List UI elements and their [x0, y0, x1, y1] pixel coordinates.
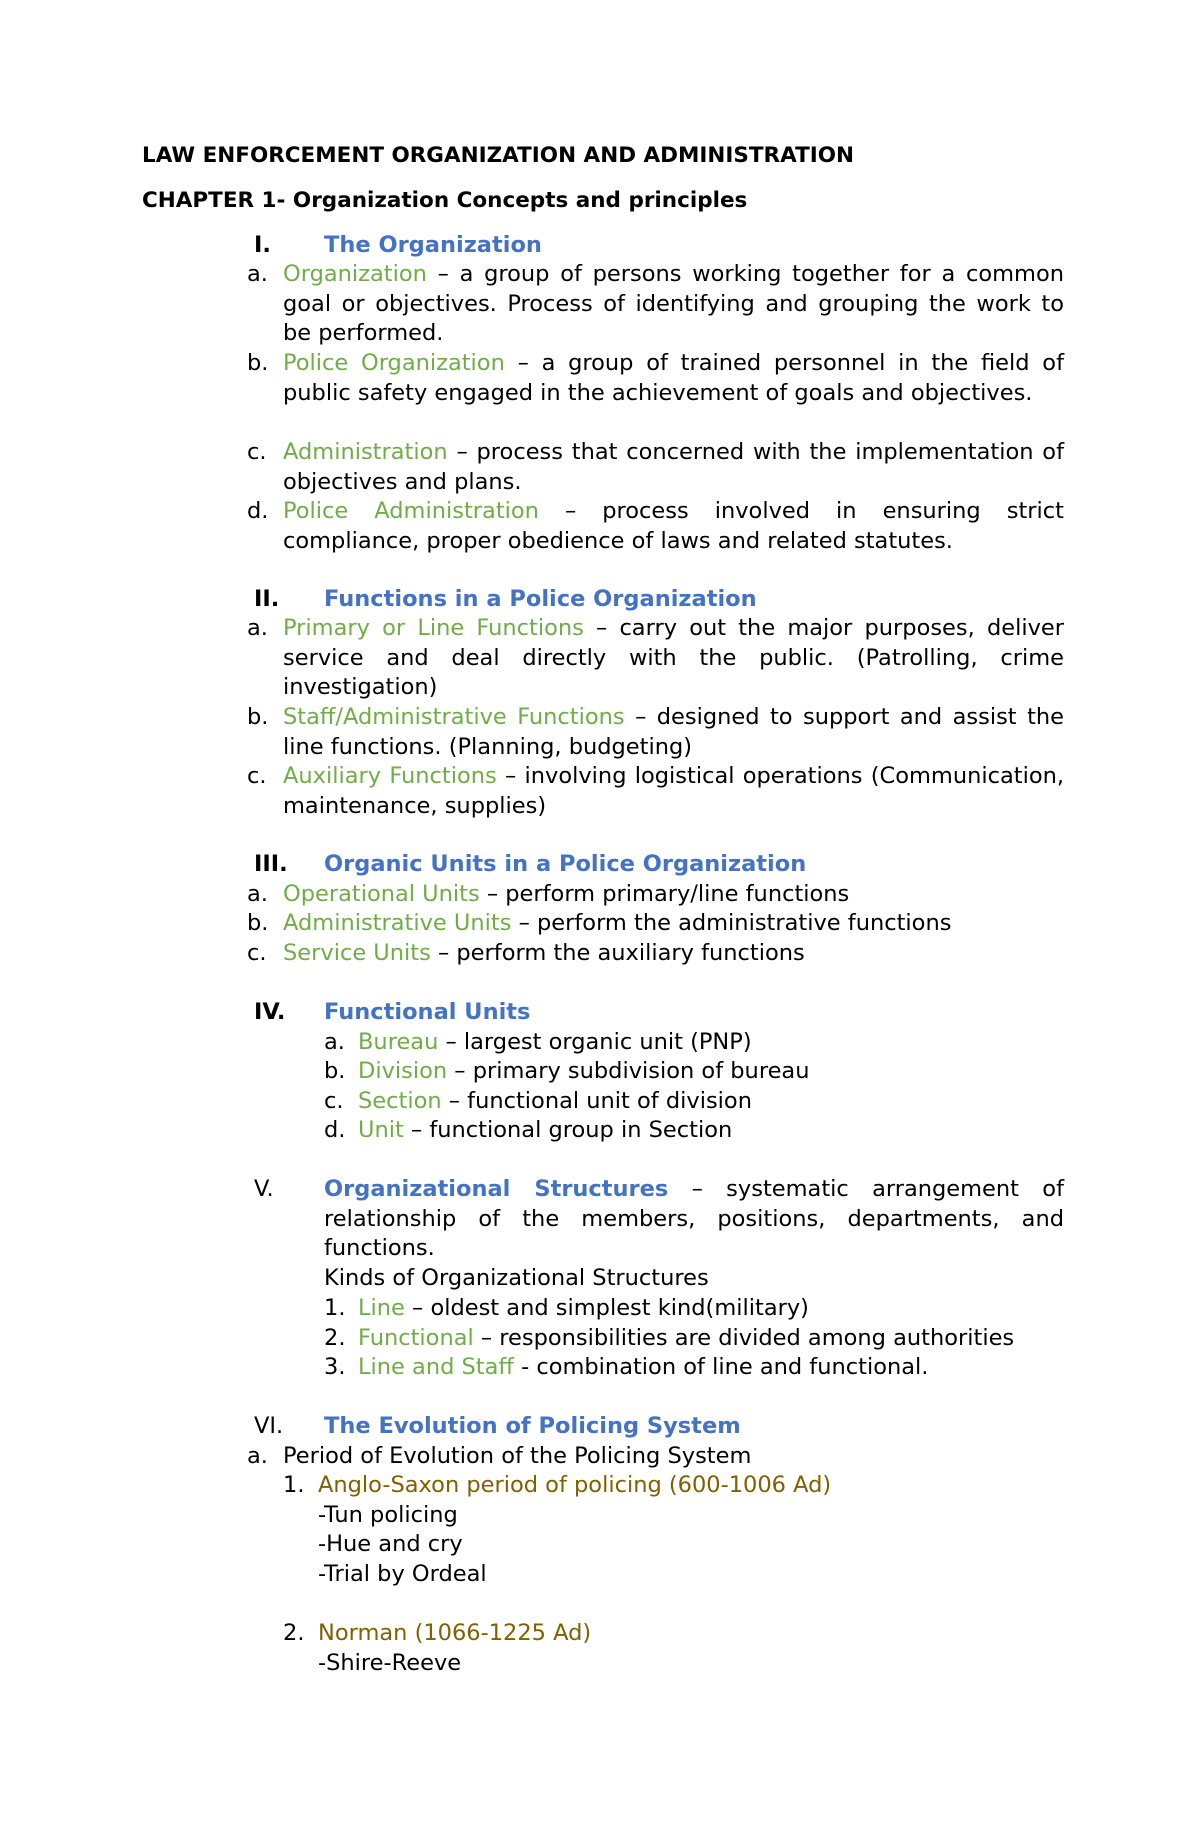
- term: Section: [358, 1088, 442, 1114]
- list-marker: c.: [247, 763, 267, 789]
- definition: - combination of line and functional.: [513, 1354, 929, 1380]
- list-item-text: [283, 880, 1064, 910]
- section-5-number: V.: [254, 1176, 274, 1202]
- section-3-title: Organic Units in a Police Organization: [324, 851, 807, 877]
- document-title: LAW ENFORCEMENT ORGANIZATION AND ADMINISTRATION: [142, 143, 855, 168]
- period-label: Norman (1066-1225 Ad): [318, 1620, 592, 1646]
- section-1-number: I.: [254, 232, 271, 258]
- term: Police Administration: [283, 498, 539, 524]
- list-marker: b.: [324, 1058, 346, 1084]
- list-item-text: [283, 939, 1064, 969]
- term: Division: [358, 1058, 448, 1084]
- list-marker: d.: [324, 1117, 346, 1143]
- list-item: [247, 703, 1064, 763]
- list-item-text: [358, 1324, 1064, 1354]
- term: Service Units: [283, 940, 431, 966]
- term: Staff/Administrative Functions: [283, 704, 625, 730]
- section-6-title: The Evolution of Policing System: [324, 1413, 741, 1439]
- list-marker: 2.: [324, 1325, 346, 1351]
- list-item-text: [283, 438, 1064, 497]
- list-item-text: [358, 1057, 1064, 1087]
- list-item-text: [358, 1087, 1064, 1117]
- section-5-title: Organizational Structures: [324, 1176, 669, 1202]
- list-item: [247, 762, 1064, 822]
- term: Police Organization: [283, 350, 505, 376]
- list-item-text: [283, 762, 1064, 821]
- definition: – perform primary/line functions: [479, 881, 850, 907]
- chapter-title: CHAPTER 1- Organization Concepts and principles: [142, 188, 748, 213]
- list-item-text: [283, 909, 1064, 939]
- list-item: [324, 1324, 1064, 1354]
- period-marker: 1.: [283, 1472, 305, 1498]
- term: Administration: [283, 439, 448, 465]
- list-marker: b.: [247, 704, 269, 730]
- definition: – involving logistical operations (Communication, maintenance, supplies): [283, 763, 1065, 819]
- definition: – process that concerned with the implementation of objectives and plans.: [283, 439, 1064, 495]
- definition: – oldest and simplest kind(military): [404, 1295, 809, 1321]
- list-item: [324, 1087, 1064, 1117]
- term: Operational Units: [283, 881, 480, 907]
- list-item: [247, 349, 1064, 439]
- period-point: -Tun policing: [318, 1502, 458, 1528]
- period-point: -Trial by Ordeal: [318, 1561, 487, 1587]
- term: Line and Staff: [358, 1354, 514, 1380]
- sub-label: Period of Evolution of the Policing System: [283, 1443, 752, 1469]
- list-item: [247, 909, 1064, 939]
- term: Primary or Line Functions: [283, 615, 584, 641]
- list-item-text: [358, 1294, 1064, 1324]
- list-item: [324, 1028, 1064, 1058]
- term: Organization: [283, 261, 427, 287]
- section-2-number: II.: [254, 586, 280, 612]
- list-marker: c.: [247, 439, 267, 465]
- list-item-text: [283, 614, 1064, 703]
- list-item-text: [283, 349, 1064, 408]
- list-item: [324, 1353, 1064, 1383]
- section-4-number: IV.: [254, 999, 286, 1025]
- term: Bureau: [358, 1029, 439, 1055]
- list-item-text: [358, 1116, 1064, 1146]
- definition: – a group of persons working together for a common goal or objectives. Process of identifying and grouping the work to be performed.: [283, 261, 1064, 347]
- list-marker: c.: [247, 940, 267, 966]
- definition: – process involved in ensuring strict compliance, proper obedience of laws and related statutes.: [283, 498, 1064, 554]
- definition: – perform the auxiliary functions: [430, 940, 805, 966]
- section-4-title: Functional Units: [324, 999, 531, 1025]
- section-5-paragraph: [324, 1175, 1064, 1264]
- period-label: Anglo-Saxon period of policing (600-1006 Ad): [318, 1472, 832, 1498]
- term: Unit: [358, 1117, 404, 1143]
- list-item: [247, 438, 1064, 498]
- list-item: [247, 260, 1064, 350]
- list-item: [324, 1294, 1064, 1324]
- term: Administrative Units: [283, 910, 512, 936]
- section-1-title: The Organization: [324, 232, 542, 258]
- definition: – perform the administrative functions: [511, 910, 952, 936]
- definition: – largest organic unit (PNP): [438, 1029, 752, 1055]
- list-marker: a.: [247, 261, 268, 287]
- kinds-label: Kinds of Organizational Structures: [324, 1265, 709, 1291]
- definition: – functional group in Section: [403, 1117, 733, 1143]
- section-6-number: VI.: [254, 1413, 284, 1439]
- definition: – designed to support and assist the line functions. (Planning, budgeting): [283, 704, 1064, 760]
- list-marker: a.: [247, 615, 268, 641]
- list-marker: b.: [247, 910, 269, 936]
- list-marker: 3.: [324, 1354, 346, 1380]
- list-marker: d.: [247, 498, 269, 524]
- term: Functional: [358, 1325, 474, 1351]
- sub-marker: a.: [247, 1443, 268, 1469]
- section-5-definition: – systematic arrangement of relationship of the members, positions, departments, and functions.: [324, 1176, 1064, 1262]
- list-item-text: [358, 1028, 1064, 1058]
- list-marker: a.: [247, 881, 268, 907]
- list-item-text: [283, 703, 1064, 762]
- list-item-text: [283, 497, 1064, 556]
- list-item: [247, 497, 1064, 557]
- list-item: [324, 1116, 1064, 1146]
- list-item: [247, 614, 1064, 704]
- term: Auxiliary Functions: [283, 763, 497, 789]
- definition: – a group of trained personnel in the field of public safety engaged in the achievement of goals and objectives.: [283, 350, 1064, 406]
- definition: – responsibilities are divided among authorities: [473, 1325, 1015, 1351]
- list-item-text: [283, 260, 1064, 349]
- list-marker: b.: [247, 350, 269, 376]
- list-item-text: [358, 1353, 1064, 1383]
- definition: – functional unit of division: [441, 1088, 752, 1114]
- period-marker: 2.: [283, 1620, 305, 1646]
- section-3-number: III.: [254, 851, 288, 877]
- list-item: [247, 939, 1064, 969]
- list-marker: 1.: [324, 1295, 346, 1321]
- term: Line: [358, 1295, 405, 1321]
- list-marker: a.: [324, 1029, 345, 1055]
- section-2-title: Functions in a Police Organization: [324, 586, 757, 612]
- list-marker: c.: [324, 1088, 344, 1114]
- list-item: [324, 1057, 1064, 1087]
- period-point: -Hue and cry: [318, 1531, 463, 1557]
- list-item: [247, 880, 1064, 910]
- definition: – carry out the major purposes, deliver service and deal directly with the public. (Patrolling, crime investigation): [283, 615, 1064, 701]
- period-point: -Shire-Reeve: [318, 1650, 462, 1676]
- definition: – primary subdivision of bureau: [447, 1058, 810, 1084]
